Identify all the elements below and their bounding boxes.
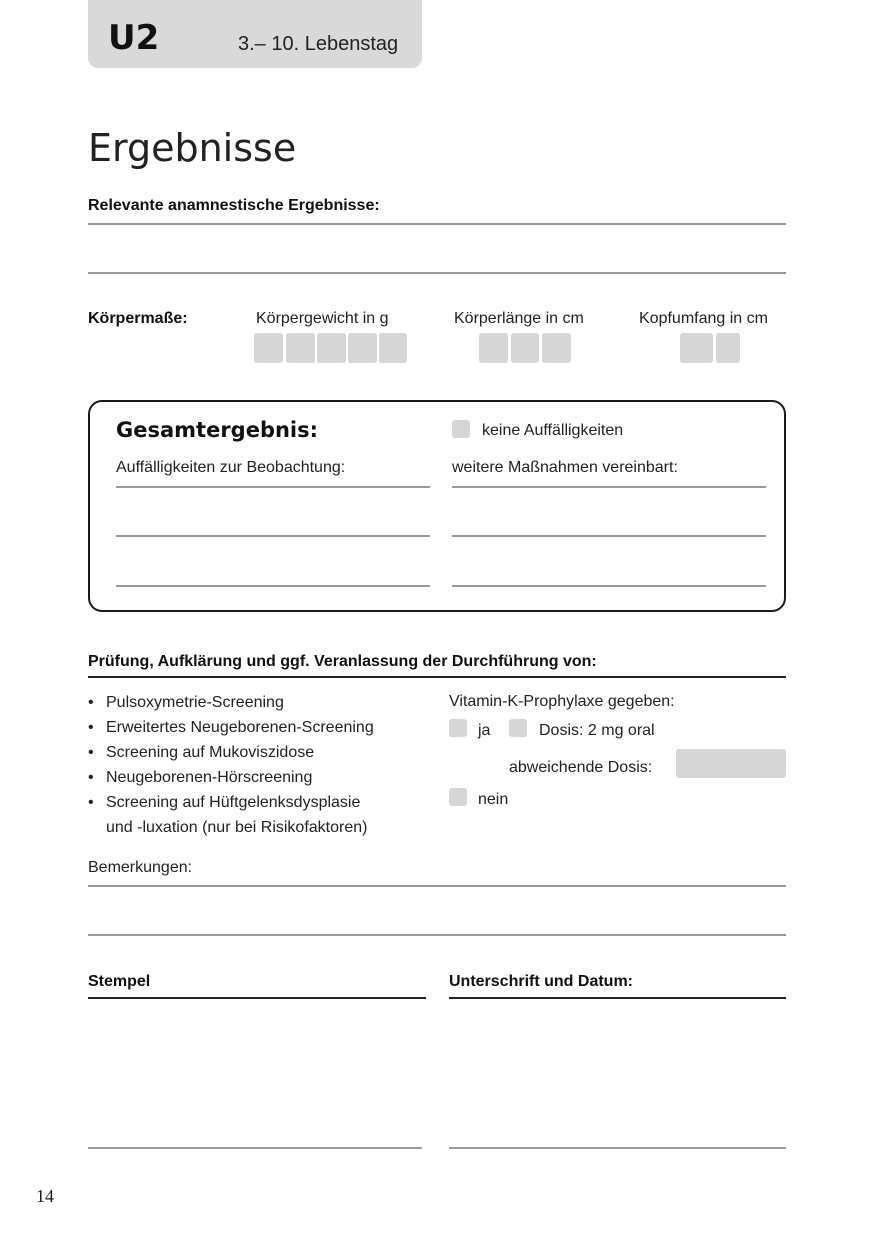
head-digit-box[interactable] (716, 333, 740, 363)
weight-digit-box[interactable] (348, 333, 377, 363)
no-findings-checkbox[interactable] (452, 420, 470, 438)
anamnesis-label: Relevante anamnestische Ergebnisse: (88, 197, 380, 214)
weight-digit-box[interactable] (254, 333, 283, 363)
measures-line-3[interactable] (452, 585, 766, 587)
measures-label: weitere Maßnahmen vereinbart: (452, 459, 678, 476)
body-measurements-label: Körpermaße: (88, 310, 188, 327)
list-item: und -luxation (nur bei Risikofaktoren) (106, 819, 368, 836)
list-item: • Neugeborenen-Hörscreening (88, 765, 374, 790)
other-dose-input[interactable] (676, 749, 786, 778)
vitamin-k-dose-label: Dosis: 2 mg oral (539, 722, 655, 739)
observation-label: Auffälligkeiten zur Beobachtung: (116, 459, 346, 476)
signature-label: Unterschrift und Datum: (449, 973, 633, 990)
anamnesis-line-1[interactable] (88, 223, 786, 225)
length-digit-box[interactable] (479, 333, 508, 363)
weight-digit-box[interactable] (317, 333, 346, 363)
list-item: • Pulsoxymetrie-Screening (88, 690, 374, 715)
stamp-rule (88, 997, 426, 999)
length-digit-box[interactable] (511, 333, 539, 363)
stamp-area-bottom-line[interactable] (88, 1147, 422, 1149)
screening-list (88, 690, 374, 840)
remarks-line-1[interactable] (88, 885, 786, 887)
vitamin-k-no-checkbox[interactable] (449, 788, 467, 806)
weight-label: Körpergewicht in g (256, 310, 389, 327)
signature-line[interactable] (449, 1147, 786, 1149)
vitamin-k-no-label: nein (478, 791, 509, 808)
page-number: 14 (36, 1186, 54, 1206)
page-title: Ergebnisse (88, 126, 297, 170)
signature-rule (449, 997, 786, 999)
other-dose-label: abweichende Dosis: (509, 759, 653, 776)
length-digit-box[interactable] (542, 333, 571, 363)
observation-line-3[interactable] (116, 585, 430, 587)
weight-digit-box[interactable] (379, 333, 407, 363)
no-findings-label: keine Auffälligkeiten (482, 422, 624, 439)
weight-digit-box[interactable] (286, 333, 315, 363)
measures-line-2[interactable] (452, 535, 766, 537)
header-tab (88, 0, 422, 68)
list-item: • Screening auf Mukoviszidose (88, 740, 374, 765)
list-item: • Screening auf Hüftgelenksdysplasie (88, 790, 374, 815)
vitamin-k-yes-label: ja (478, 722, 491, 739)
exam-code: U2 (108, 18, 160, 58)
screening-heading: Prüfung, Aufklärung und ggf. Veranlassung der Durchführung von: (88, 653, 597, 670)
anamnesis-line-2[interactable] (88, 272, 786, 274)
list-item: • Erweitertes Neugeborenen-Screening (88, 715, 374, 740)
head-circumference-label: Kopfumfang in cm (639, 310, 768, 327)
head-digit-box[interactable] (680, 333, 713, 363)
remarks-line-2[interactable] (88, 934, 786, 936)
vitamin-k-label: Vitamin-K-Prophylaxe gegeben: (449, 693, 675, 710)
measures-line-1[interactable] (452, 486, 766, 488)
vitamin-k-yes-checkbox[interactable] (449, 719, 467, 737)
screening-heading-rule (88, 676, 786, 678)
overall-result-title: Gesamtergebnis: (116, 418, 319, 442)
length-label: Körperlänge in cm (454, 310, 584, 327)
remarks-label: Bemerkungen: (88, 859, 193, 876)
observation-line-2[interactable] (116, 535, 430, 537)
observation-line-1[interactable] (116, 486, 430, 488)
stamp-label: Stempel (88, 973, 151, 990)
vitamin-k-dose-checkbox[interactable] (509, 719, 527, 737)
exam-period: 3.– 10. Lebenstag (238, 33, 399, 55)
